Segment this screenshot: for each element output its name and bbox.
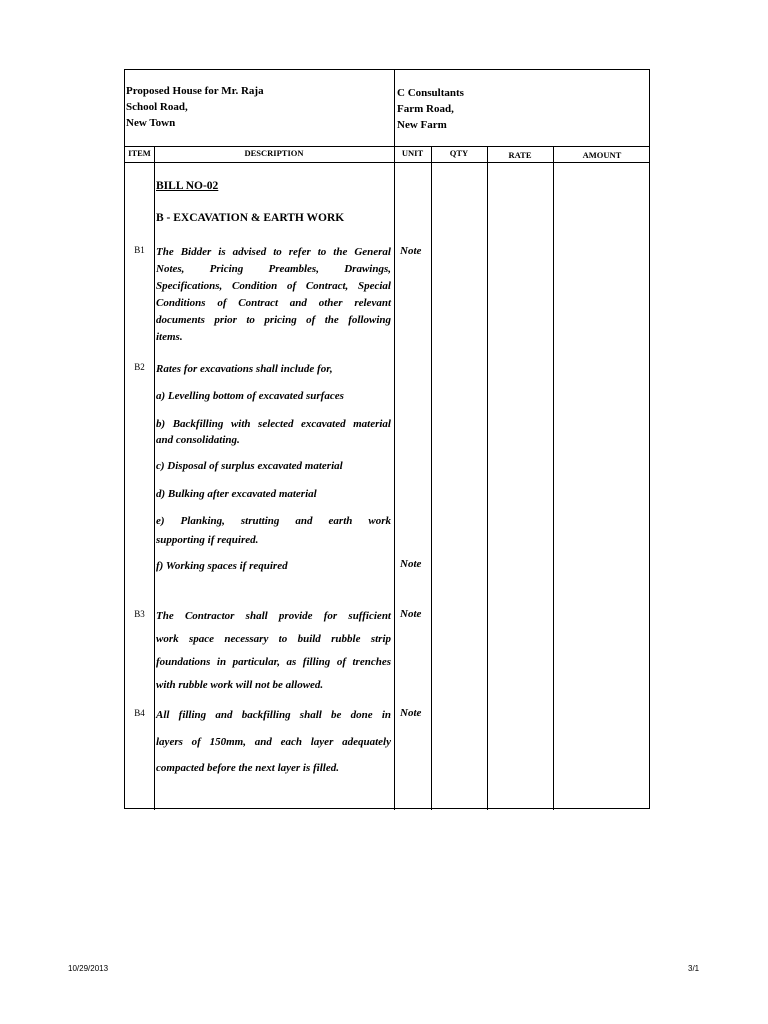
b2-item-b-line-1: b) Backfilling with selected excavated material: [156, 418, 391, 430]
b1-line-2: Notes, Pricing Preambles, Drawings,: [156, 263, 391, 275]
col-line-rate: [553, 146, 554, 810]
unit-b4: Note: [400, 707, 422, 719]
header-bottom-rule: [125, 146, 649, 147]
header-divider: [394, 70, 395, 146]
consultant-line-1: C Consultants: [397, 87, 464, 99]
client-line-2: School Road,: [126, 101, 188, 113]
col-header-description: DESCRIPTION: [244, 148, 304, 158]
item-code-b2: B2: [134, 362, 145, 372]
bill-of-quantities-sheet: [124, 69, 650, 809]
col-header-qty: QTY: [449, 148, 469, 158]
client-address: [126, 83, 264, 131]
unit-b1: Note: [400, 245, 422, 257]
item-code-b1: B1: [134, 245, 145, 255]
b4-line-1: All filling and backfilling shall be done in: [156, 709, 391, 721]
consultant-line-3: New Farm: [397, 119, 447, 131]
b4-line-3: compacted before the next layer is filled.: [156, 762, 339, 774]
consultant-line-2: Farm Road,: [397, 103, 454, 115]
footer-page-number: 3/1: [688, 964, 700, 973]
section-title: B - EXCAVATION & EARTH WORK: [156, 212, 345, 224]
col-header-amount: AMOUNT: [582, 150, 622, 160]
b2-intro: Rates for excavations shall include for,: [156, 363, 333, 375]
bill-number: BILL NO-02: [156, 180, 219, 192]
b2-item-d: d) Bulking after excavated material: [156, 488, 317, 500]
item-code-b4: B4: [134, 708, 145, 718]
unit-b3: Note: [400, 608, 422, 620]
b2-item-f: f) Working spaces if required: [156, 560, 288, 572]
col-line-item: [154, 146, 155, 810]
b3-line-3: foundations in particular, as filling of trenches: [156, 656, 391, 668]
b2-item-c: c) Disposal of surplus excavated material: [156, 460, 343, 472]
consultant-address: [397, 85, 464, 133]
footer-date: 10/29/2013: [68, 964, 109, 973]
col-header-item: ITEM: [128, 148, 151, 158]
client-line-1: Proposed House for Mr. Raja: [126, 85, 264, 97]
col-header-rate: RATE: [508, 150, 532, 160]
b4-line-2: layers of 150mm, and each layer adequately: [156, 736, 391, 748]
b1-line-1: The Bidder is advised to refer to the General: [156, 246, 391, 258]
item-code-b3: B3: [134, 609, 145, 619]
b1-line-6: items.: [156, 331, 183, 343]
b3-line-1: The Contractor shall provide for sufficient: [156, 610, 391, 622]
b1-line-4: Conditions of Contract and other relevant: [156, 297, 391, 309]
b1-line-5: documents prior to pricing of the following: [156, 314, 391, 326]
col-line-unit: [431, 146, 432, 810]
b2-item-b-line-2: and consolidating.: [156, 434, 240, 446]
col-line-description: [394, 146, 395, 810]
b2-item-e-line-1: e) Planking, strutting and earth work: [156, 515, 391, 527]
unit-b2: Note: [400, 558, 422, 570]
column-header-rule: [125, 162, 649, 163]
client-line-3: New Town: [126, 117, 176, 129]
col-header-unit: UNIT: [401, 148, 424, 158]
b3-line-4: with rubble work will not be allowed.: [156, 679, 324, 691]
b2-item-a: a) Levelling bottom of excavated surfaces: [156, 390, 344, 402]
col-line-qty: [487, 146, 488, 810]
b3-line-2: work space necessary to build rubble strip: [156, 633, 391, 645]
b1-line-3: Specifications, Condition of Contract, Special: [156, 280, 391, 292]
b2-item-e-line-2: supporting if required.: [156, 534, 259, 546]
